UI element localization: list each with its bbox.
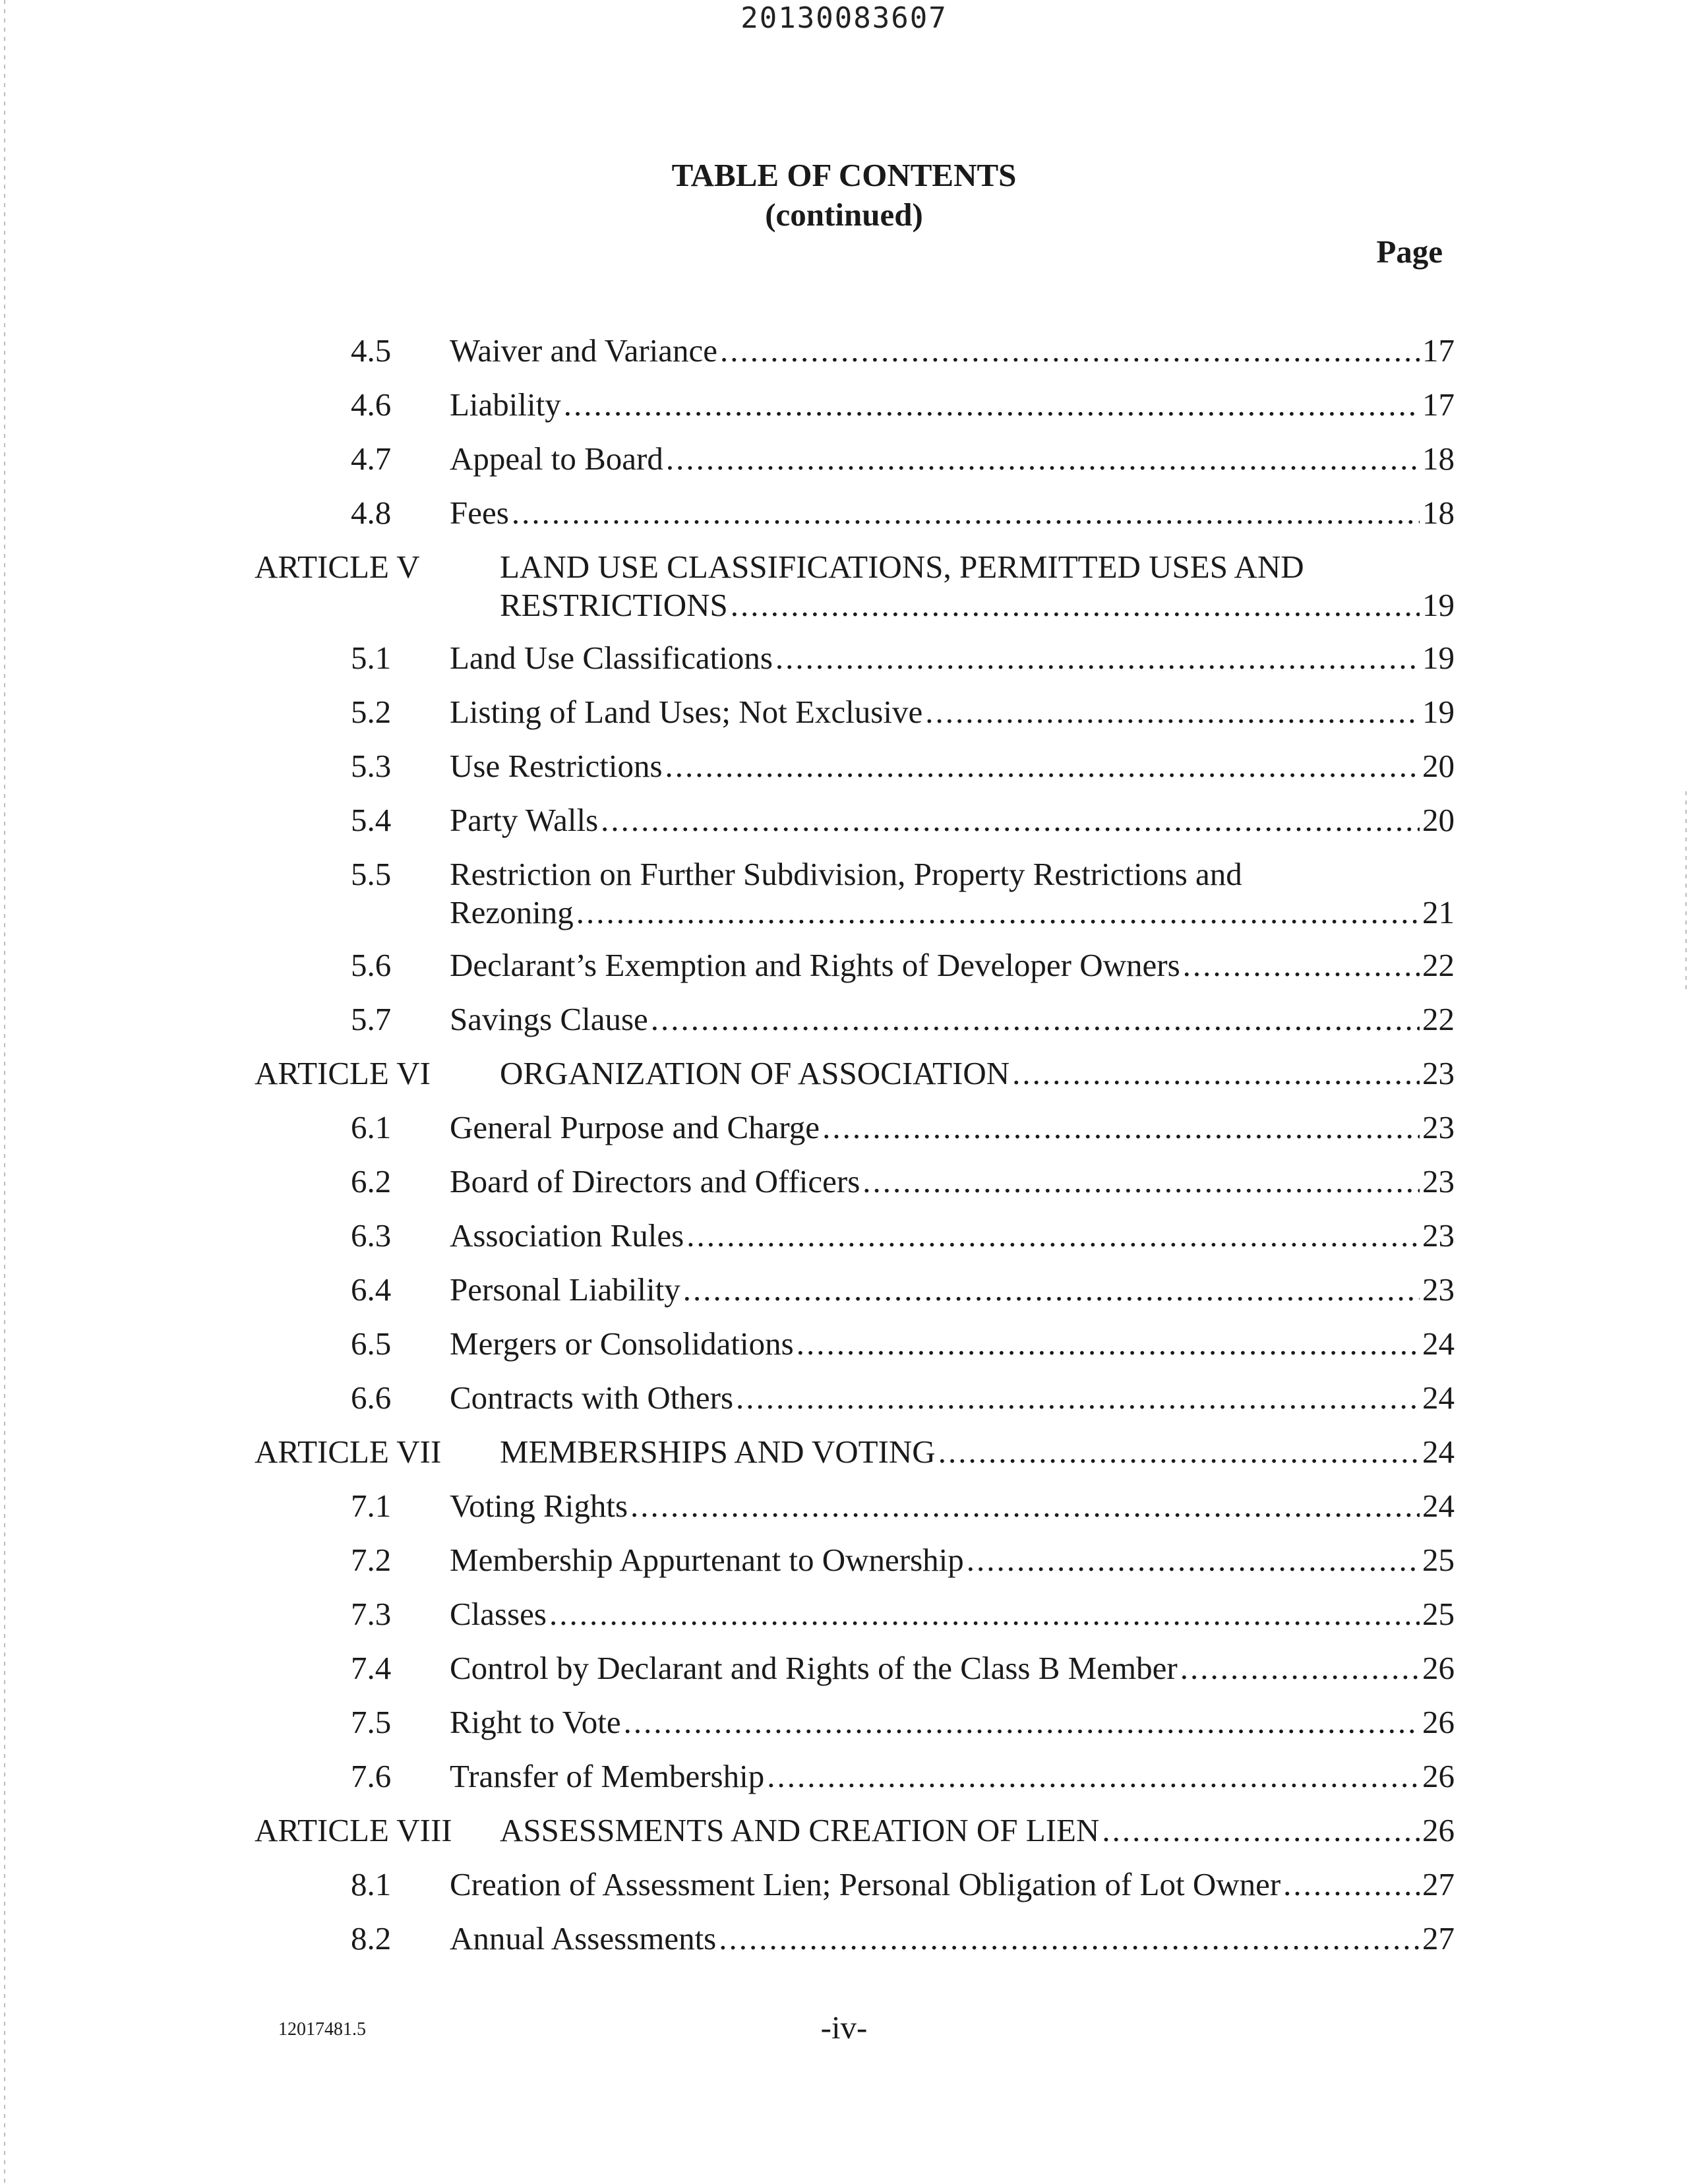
toc-entry-number: 4.8: [351, 495, 392, 531]
toc-entry-page: 26: [1422, 1704, 1455, 1740]
dot-leader: [601, 801, 1420, 839]
dot-leader: [564, 386, 1420, 424]
toc-entry-page: 26: [1422, 1650, 1455, 1686]
toc-entry-number: ARTICLE V: [255, 549, 420, 585]
dot-leader: [862, 1163, 1420, 1201]
toc-entry: [450, 801, 1455, 839]
toc-entry-title: Rezoning: [450, 894, 574, 930]
toc-entry-number: 5.5: [351, 856, 392, 892]
toc-entry: [450, 1703, 1455, 1742]
dot-leader: [797, 1325, 1420, 1363]
toc-entry-page: 22: [1422, 947, 1455, 983]
toc-entry-title: Annual Assessments: [450, 1920, 717, 1957]
toc-entry: [450, 1325, 1455, 1363]
toc-entry: [450, 1108, 1455, 1147]
toc-entry-title: Creation of Assessment Lien; Personal Obligation of Lot Owner: [450, 1866, 1281, 1902]
scan-edge-left: [4, 0, 5, 2184]
dot-leader: [731, 586, 1420, 624]
toc-entry-number: 5.7: [351, 1001, 392, 1037]
toc-entry-page: 24: [1422, 1380, 1455, 1416]
toc-entry-page: 23: [1422, 1271, 1455, 1308]
dot-leader: [624, 1703, 1420, 1742]
toc-entry: [450, 1757, 1455, 1796]
dot-leader: [967, 1541, 1420, 1579]
toc-entry: [450, 386, 1455, 424]
toc-entry-title: MEMBERSHIPS AND VOTING: [500, 1434, 936, 1470]
toc-subtitle: (continued): [765, 197, 923, 233]
dot-leader: [630, 1487, 1420, 1525]
toc-entry-title: Party Walls: [450, 802, 599, 838]
toc-entry: [500, 1054, 1455, 1093]
toc-entry-title: Transfer of Membership: [450, 1758, 765, 1794]
toc-entry-page: 27: [1422, 1866, 1455, 1902]
toc-entry-title: Waiver and Variance: [450, 332, 717, 369]
toc-title: TABLE OF CONTENTS: [671, 157, 1017, 193]
toc-entry: [450, 494, 1455, 532]
recording-number: 20130083607: [740, 1, 948, 35]
toc-entry-page: 25: [1422, 1542, 1455, 1578]
toc-entry-number: 4.5: [351, 332, 392, 369]
toc-entry-number: 7.2: [351, 1542, 392, 1578]
toc-entry-page: 23: [1422, 1217, 1455, 1254]
dot-leader: [576, 894, 1420, 932]
toc-entry-number: 4.6: [351, 386, 392, 423]
toc-entry-number: 7.5: [351, 1704, 392, 1740]
toc-entry: [450, 1541, 1455, 1579]
toc-entry: [450, 693, 1455, 731]
page-column-header: Page: [1376, 233, 1443, 270]
toc-entry-page: 26: [1422, 1758, 1455, 1794]
toc-entry: [450, 1379, 1455, 1417]
toc-entry: [450, 332, 1455, 370]
dot-leader: [822, 1108, 1420, 1147]
dot-leader: [767, 1757, 1420, 1796]
toc-entry-number: 6.5: [351, 1325, 392, 1362]
toc-entry-title-line1: LAND USE CLASSIFICATIONS, PERMITTED USES AND: [500, 549, 1304, 585]
dot-leader: [775, 639, 1420, 677]
toc-entry-number: 7.6: [351, 1758, 392, 1794]
toc-entry: [450, 1649, 1455, 1687]
toc-entry-page: 17: [1422, 332, 1455, 369]
toc-entry-number: ARTICLE VI: [255, 1055, 431, 1091]
toc-entry-number: ARTICLE VII: [255, 1434, 442, 1470]
toc-entry: [450, 855, 1455, 932]
toc-entry-page: 18: [1422, 495, 1455, 531]
dot-leader: [938, 1433, 1420, 1471]
toc-entry-title: ORGANIZATION OF ASSOCIATION: [500, 1055, 1010, 1091]
toc-entry-number: 5.1: [351, 640, 392, 676]
toc-entry-page: 19: [1422, 694, 1455, 730]
toc-entry-title: Classes: [450, 1596, 547, 1632]
toc-entry-number: 6.2: [351, 1163, 392, 1199]
toc-entry-title: Personal Liability: [450, 1271, 680, 1308]
dot-leader: [720, 332, 1420, 370]
dot-leader: [549, 1595, 1420, 1633]
toc-entry: [450, 1000, 1455, 1039]
toc-entry: [450, 440, 1455, 478]
toc-entry-page: 25: [1422, 1596, 1455, 1632]
toc-entry-number: 8.1: [351, 1866, 392, 1902]
toc-entry-page: 23: [1422, 1109, 1455, 1145]
toc-entry-number: 8.2: [351, 1920, 392, 1957]
toc-entry-title: Association Rules: [450, 1217, 684, 1254]
toc-entry: [450, 1595, 1455, 1633]
toc-entry-page: 24: [1422, 1434, 1455, 1470]
scan-edge-right: [1685, 791, 1687, 989]
toc-entry-page: 22: [1422, 1001, 1455, 1037]
toc-entry: [450, 1487, 1455, 1525]
toc-entry-number: 5.3: [351, 748, 392, 784]
toc-entry-title: Contracts with Others: [450, 1380, 734, 1416]
toc-entry-page: 24: [1422, 1488, 1455, 1524]
toc-entry-page: 20: [1422, 748, 1455, 784]
toc-entry-page: 19: [1422, 587, 1455, 623]
dot-leader: [1283, 1866, 1420, 1904]
toc-entry-title: General Purpose and Charge: [450, 1109, 820, 1145]
toc-entry-number: 4.7: [351, 440, 392, 477]
toc-entry-title: Land Use Classifications: [450, 640, 773, 676]
toc-entry-title: Board of Directors and Officers: [450, 1163, 860, 1199]
toc-entry-title: Listing of Land Uses; Not Exclusive: [450, 694, 923, 730]
toc-entry-title: Voting Rights: [450, 1488, 628, 1524]
toc-entry-title: Fees: [450, 495, 509, 531]
toc-entry-number: 7.1: [351, 1488, 392, 1524]
document-id: 12017481.5: [278, 2019, 366, 2040]
toc-entry-page: 24: [1422, 1325, 1455, 1362]
toc-entry-title: RESTRICTIONS: [500, 587, 728, 623]
toc-entry: [450, 1271, 1455, 1309]
toc-entry: [500, 1433, 1455, 1471]
toc-entry: [500, 1811, 1455, 1850]
toc-entry: [450, 1866, 1455, 1904]
toc-entry-number: 6.1: [351, 1109, 392, 1145]
toc-entry-page: 19: [1422, 640, 1455, 676]
toc-entry-number: 5.4: [351, 802, 392, 838]
toc-entry: [450, 1163, 1455, 1201]
toc-entry-title: Appeal to Board: [450, 440, 663, 477]
toc-entry-page: 27: [1422, 1920, 1455, 1957]
dot-leader: [512, 494, 1420, 532]
toc-entry-number: ARTICLE VIII: [255, 1812, 452, 1848]
toc-entry-number: 7.4: [351, 1650, 392, 1686]
toc-entry-title: Mergers or Consolidations: [450, 1325, 794, 1362]
dot-leader: [666, 440, 1420, 478]
toc-entry-page: 20: [1422, 802, 1455, 838]
toc-entry-title: Right to Vote: [450, 1704, 621, 1740]
toc-entry-title: Use Restrictions: [450, 748, 663, 784]
dot-leader: [736, 1379, 1420, 1417]
toc-entry: [450, 1920, 1455, 1958]
toc-entry-title: Membership Appurtenant to Ownership: [450, 1542, 964, 1578]
toc-entry-number: 5.2: [351, 694, 392, 730]
dot-leader: [665, 747, 1420, 785]
toc-entry-page: 18: [1422, 440, 1455, 477]
toc-entry-title: Control by Declarant and Rights of the Class B Member: [450, 1650, 1178, 1686]
dot-leader: [651, 1000, 1420, 1039]
dot-leader: [1012, 1054, 1420, 1093]
toc-entry-number: 6.3: [351, 1217, 392, 1254]
toc-entry-title: Savings Clause: [450, 1001, 648, 1037]
toc-entry: [450, 1217, 1455, 1255]
toc-entry-title-line1: Restriction on Further Subdivision, Property Restrictions and: [450, 856, 1242, 892]
toc-entry-number: 5.6: [351, 947, 392, 983]
toc-entry: [450, 639, 1455, 677]
toc-entry: [500, 548, 1455, 624]
toc-entry-page: 23: [1422, 1163, 1455, 1199]
toc-entry-page: 17: [1422, 386, 1455, 423]
dot-leader: [683, 1271, 1420, 1309]
dot-leader: [1180, 1649, 1420, 1687]
toc-entry-number: 7.3: [351, 1596, 392, 1632]
toc-entry-page: 26: [1422, 1812, 1455, 1848]
toc-entry-page: 21: [1422, 894, 1455, 930]
dot-leader: [719, 1920, 1420, 1958]
toc-entry: [450, 946, 1455, 985]
dot-leader: [925, 693, 1420, 731]
toc-entry-title: Liability: [450, 386, 561, 423]
toc-entry-title: ASSESSMENTS AND CREATION OF LIEN: [500, 1812, 1100, 1848]
page-number: -iv-: [820, 2009, 868, 2046]
dot-leader: [1102, 1811, 1420, 1850]
toc-entry-number: 6.4: [351, 1271, 392, 1308]
toc-entry: [450, 747, 1455, 785]
dot-leader: [686, 1217, 1420, 1255]
toc-entry-page: 23: [1422, 1055, 1455, 1091]
dot-leader: [1183, 946, 1420, 985]
toc-entry-title: Declarant’s Exemption and Rights of Developer Owners: [450, 947, 1180, 983]
toc-entry-number: 6.6: [351, 1380, 392, 1416]
